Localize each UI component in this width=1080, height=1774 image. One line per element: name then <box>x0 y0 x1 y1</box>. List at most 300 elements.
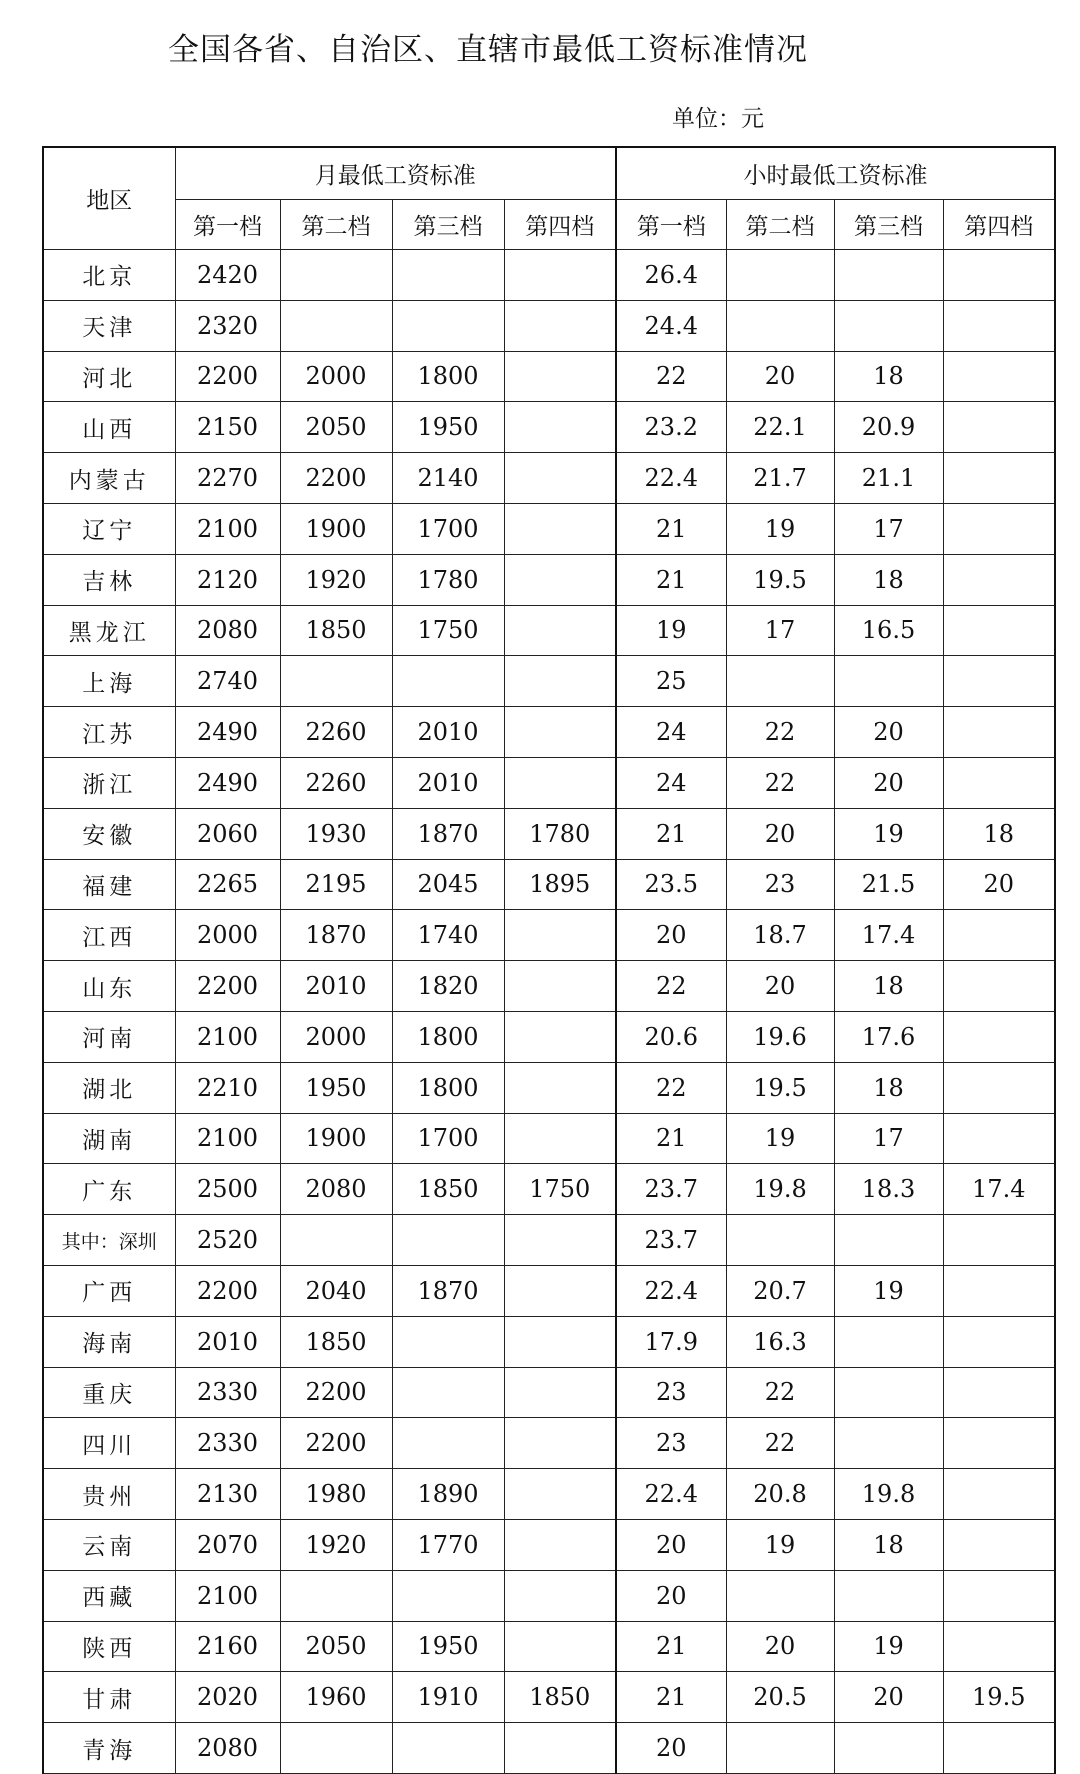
monthly-tier-2-cell: 2260 <box>280 757 392 808</box>
hourly-tier-1-cell: 24 <box>616 757 726 808</box>
monthly-tier-3-cell: 1800 <box>392 1062 504 1113</box>
region-cell: 青海 <box>43 1723 175 1774</box>
table-row <box>43 1164 1055 1215</box>
monthly-tier-3-cell: 1950 <box>392 1621 504 1672</box>
monthly-tier-4-cell <box>504 250 616 301</box>
hourly-tier-4-cell <box>943 1418 1055 1469</box>
monthly-tier-2-cell: 1960 <box>280 1672 392 1723</box>
monthly-tier-3-cell <box>392 300 504 351</box>
region-cell: 海南 <box>43 1316 175 1367</box>
table-row <box>43 402 1055 453</box>
hourly-tier-4-cell <box>943 503 1055 554</box>
monthly-tier-1-cell: 2320 <box>175 300 280 351</box>
hourly-tier-1-cell: 23.7 <box>616 1215 726 1266</box>
header-monthly-tier-1: 第一档 <box>175 200 280 250</box>
monthly-tier-4-cell: 1850 <box>504 1672 616 1723</box>
region-cell: 黑龙江 <box>43 605 175 656</box>
table-row <box>43 1519 1055 1570</box>
monthly-tier-3-cell: 1870 <box>392 1265 504 1316</box>
hourly-tier-3-cell: 19 <box>834 1621 943 1672</box>
hourly-tier-4-cell <box>943 1621 1055 1672</box>
monthly-tier-4-cell: 1780 <box>504 808 616 859</box>
hourly-tier-3-cell: 17 <box>834 503 943 554</box>
monthly-tier-4-cell <box>504 554 616 605</box>
hourly-tier-1-cell: 20 <box>616 1723 726 1774</box>
hourly-tier-4-cell: 20 <box>943 859 1055 910</box>
hourly-tier-4-cell <box>943 961 1055 1012</box>
region-cell: 其中：深圳 <box>43 1215 175 1266</box>
monthly-tier-2-cell: 1900 <box>280 503 392 554</box>
hourly-tier-1-cell: 24.4 <box>616 300 726 351</box>
monthly-tier-2-cell: 1920 <box>280 1519 392 1570</box>
monthly-tier-1-cell: 2265 <box>175 859 280 910</box>
monthly-tier-2-cell: 2200 <box>280 1367 392 1418</box>
hourly-tier-1-cell: 23 <box>616 1418 726 1469</box>
hourly-tier-1-cell: 22.4 <box>616 1469 726 1520</box>
monthly-tier-1-cell: 2150 <box>175 402 280 453</box>
hourly-tier-2-cell: 19.8 <box>726 1164 834 1215</box>
monthly-tier-1-cell: 2100 <box>175 1011 280 1062</box>
hourly-tier-1-cell: 20 <box>616 1570 726 1621</box>
hourly-tier-4-cell <box>943 707 1055 758</box>
hourly-tier-3-cell <box>834 1723 943 1774</box>
hourly-tier-2-cell <box>726 656 834 707</box>
monthly-tier-3-cell: 1700 <box>392 503 504 554</box>
hourly-tier-3-cell <box>834 1367 943 1418</box>
header-hourly-tier-1: 第一档 <box>616 200 726 250</box>
hourly-tier-4-cell <box>943 656 1055 707</box>
hourly-tier-4-cell <box>943 554 1055 605</box>
monthly-tier-4-cell <box>504 656 616 707</box>
hourly-tier-3-cell: 21.5 <box>834 859 943 910</box>
monthly-tier-3-cell: 2010 <box>392 757 504 808</box>
monthly-tier-1-cell: 2160 <box>175 1621 280 1672</box>
table-row <box>43 1723 1055 1774</box>
monthly-tier-2-cell: 1950 <box>280 1062 392 1113</box>
hourly-tier-2-cell: 20.8 <box>726 1469 834 1520</box>
hourly-tier-2-cell <box>726 1570 834 1621</box>
monthly-tier-4-cell <box>504 300 616 351</box>
monthly-tier-3-cell: 1850 <box>392 1164 504 1215</box>
table-row <box>43 1367 1055 1418</box>
hourly-tier-4-cell <box>943 605 1055 656</box>
monthly-tier-3-cell: 1800 <box>392 1011 504 1062</box>
hourly-tier-1-cell: 22 <box>616 961 726 1012</box>
region-cell: 湖南 <box>43 1113 175 1164</box>
hourly-tier-4-cell <box>943 1723 1055 1774</box>
table-row <box>43 453 1055 504</box>
monthly-tier-3-cell: 2045 <box>392 859 504 910</box>
hourly-tier-4-cell <box>943 1113 1055 1164</box>
hourly-tier-3-cell <box>834 1215 943 1266</box>
hourly-tier-1-cell: 23.7 <box>616 1164 726 1215</box>
monthly-tier-4-cell <box>504 503 616 554</box>
header-monthly: 月最低工资标准 <box>175 147 616 200</box>
hourly-tier-4-cell <box>943 1367 1055 1418</box>
monthly-tier-2-cell <box>280 656 392 707</box>
monthly-tier-1-cell: 2200 <box>175 961 280 1012</box>
region-cell: 江西 <box>43 910 175 961</box>
table-row <box>43 1469 1055 1520</box>
hourly-tier-3-cell: 18.3 <box>834 1164 943 1215</box>
unit-label: 单位：元 <box>672 106 764 132</box>
monthly-tier-3-cell <box>392 1215 504 1266</box>
hourly-tier-4-cell <box>943 453 1055 504</box>
hourly-tier-2-cell: 20 <box>726 961 834 1012</box>
table-row <box>43 503 1055 554</box>
header-monthly-tier-4: 第四档 <box>504 200 616 250</box>
monthly-tier-2-cell: 2260 <box>280 707 392 758</box>
hourly-tier-2-cell: 16.3 <box>726 1316 834 1367</box>
hourly-tier-2-cell: 19 <box>726 503 834 554</box>
monthly-tier-1-cell: 2120 <box>175 554 280 605</box>
hourly-tier-2-cell <box>726 1723 834 1774</box>
monthly-tier-1-cell: 2210 <box>175 1062 280 1113</box>
monthly-tier-4-cell <box>504 910 616 961</box>
hourly-tier-4-cell <box>943 1265 1055 1316</box>
monthly-tier-2-cell <box>280 1723 392 1774</box>
hourly-tier-4-cell <box>943 1316 1055 1367</box>
monthly-tier-4-cell <box>504 1469 616 1520</box>
region-cell: 西藏 <box>43 1570 175 1621</box>
region-cell: 河南 <box>43 1011 175 1062</box>
region-cell: 内蒙古 <box>43 453 175 504</box>
hourly-tier-1-cell: 23.2 <box>616 402 726 453</box>
header-hourly-tier-3: 第三档 <box>834 200 943 250</box>
hourly-tier-3-cell: 18 <box>834 961 943 1012</box>
hourly-tier-3-cell: 18 <box>834 554 943 605</box>
hourly-tier-3-cell: 17 <box>834 1113 943 1164</box>
monthly-tier-2-cell: 1920 <box>280 554 392 605</box>
hourly-tier-4-cell <box>943 402 1055 453</box>
monthly-tier-2-cell <box>280 300 392 351</box>
monthly-tier-2-cell: 1850 <box>280 605 392 656</box>
hourly-tier-4-cell: 19.5 <box>943 1672 1055 1723</box>
table-row <box>43 1215 1055 1266</box>
hourly-tier-1-cell: 24 <box>616 707 726 758</box>
monthly-tier-3-cell: 1700 <box>392 1113 504 1164</box>
hourly-tier-2-cell: 20.7 <box>726 1265 834 1316</box>
monthly-tier-2-cell: 2200 <box>280 1418 392 1469</box>
hourly-tier-2-cell: 19 <box>726 1113 834 1164</box>
monthly-tier-1-cell: 2100 <box>175 1570 280 1621</box>
region-cell: 四川 <box>43 1418 175 1469</box>
hourly-tier-3-cell: 19.8 <box>834 1469 943 1520</box>
monthly-tier-3-cell: 1950 <box>392 402 504 453</box>
hourly-tier-1-cell: 21 <box>616 1113 726 1164</box>
region-cell: 山西 <box>43 402 175 453</box>
monthly-tier-3-cell: 1910 <box>392 1672 504 1723</box>
monthly-tier-1-cell: 2740 <box>175 656 280 707</box>
monthly-tier-2-cell: 2200 <box>280 453 392 504</box>
monthly-tier-4-cell <box>504 1367 616 1418</box>
table-row <box>43 910 1055 961</box>
hourly-tier-4-cell <box>943 1570 1055 1621</box>
monthly-tier-2-cell: 2010 <box>280 961 392 1012</box>
monthly-tier-4-cell: 1750 <box>504 1164 616 1215</box>
monthly-tier-2-cell <box>280 1570 392 1621</box>
monthly-tier-3-cell: 1740 <box>392 910 504 961</box>
monthly-tier-1-cell: 2080 <box>175 605 280 656</box>
hourly-tier-2-cell: 22 <box>726 707 834 758</box>
monthly-tier-3-cell: 2140 <box>392 453 504 504</box>
hourly-tier-2-cell <box>726 300 834 351</box>
monthly-tier-2-cell <box>280 1215 392 1266</box>
monthly-tier-4-cell <box>504 1418 616 1469</box>
table-row <box>43 1621 1055 1672</box>
table-row <box>43 351 1055 402</box>
monthly-tier-4-cell <box>504 707 616 758</box>
header-monthly-tier-3: 第三档 <box>392 200 504 250</box>
monthly-tier-4-cell: 1895 <box>504 859 616 910</box>
hourly-tier-4-cell <box>943 1469 1055 1520</box>
hourly-tier-3-cell: 19 <box>834 808 943 859</box>
monthly-tier-2-cell: 2080 <box>280 1164 392 1215</box>
hourly-tier-1-cell: 17.9 <box>616 1316 726 1367</box>
monthly-tier-4-cell <box>504 757 616 808</box>
hourly-tier-1-cell: 21 <box>616 1672 726 1723</box>
table-row <box>43 1316 1055 1367</box>
monthly-tier-1-cell: 2000 <box>175 910 280 961</box>
monthly-tier-2-cell: 2050 <box>280 1621 392 1672</box>
monthly-tier-1-cell: 2070 <box>175 1519 280 1570</box>
monthly-tier-1-cell: 2200 <box>175 1265 280 1316</box>
monthly-tier-1-cell: 2520 <box>175 1215 280 1266</box>
hourly-tier-2-cell: 18.7 <box>726 910 834 961</box>
monthly-tier-4-cell <box>504 1215 616 1266</box>
hourly-tier-2-cell: 20.5 <box>726 1672 834 1723</box>
hourly-tier-3-cell: 21.1 <box>834 453 943 504</box>
monthly-tier-3-cell: 2010 <box>392 707 504 758</box>
monthly-tier-4-cell <box>504 1113 616 1164</box>
hourly-tier-2-cell: 23 <box>726 859 834 910</box>
monthly-tier-3-cell: 1820 <box>392 961 504 1012</box>
hourly-tier-3-cell: 17.6 <box>834 1011 943 1062</box>
min-wage-table <box>42 146 1056 1774</box>
hourly-tier-3-cell: 20 <box>834 707 943 758</box>
hourly-tier-3-cell: 17.4 <box>834 910 943 961</box>
hourly-tier-1-cell: 22 <box>616 351 726 402</box>
table-row <box>43 605 1055 656</box>
monthly-tier-4-cell <box>504 1519 616 1570</box>
monthly-tier-1-cell: 2490 <box>175 707 280 758</box>
table-row <box>43 1265 1055 1316</box>
monthly-tier-1-cell: 2490 <box>175 757 280 808</box>
hourly-tier-2-cell: 19 <box>726 1519 834 1570</box>
hourly-tier-2-cell <box>726 250 834 301</box>
header-hourly-tier-2: 第二档 <box>726 200 834 250</box>
monthly-tier-3-cell <box>392 1723 504 1774</box>
table-row <box>43 1418 1055 1469</box>
hourly-tier-4-cell <box>943 1062 1055 1113</box>
hourly-tier-2-cell: 20 <box>726 808 834 859</box>
hourly-tier-1-cell: 20.6 <box>616 1011 726 1062</box>
hourly-tier-3-cell: 18 <box>834 1062 943 1113</box>
monthly-tier-1-cell: 2330 <box>175 1418 280 1469</box>
hourly-tier-4-cell <box>943 300 1055 351</box>
monthly-tier-3-cell: 1800 <box>392 351 504 402</box>
table-row <box>43 1113 1055 1164</box>
monthly-tier-3-cell <box>392 1418 504 1469</box>
hourly-tier-2-cell <box>726 1215 834 1266</box>
hourly-tier-1-cell: 19 <box>616 605 726 656</box>
monthly-tier-1-cell: 2330 <box>175 1367 280 1418</box>
monthly-tier-2-cell: 1930 <box>280 808 392 859</box>
hourly-tier-2-cell: 20 <box>726 1621 834 1672</box>
hourly-tier-3-cell: 20 <box>834 757 943 808</box>
hourly-tier-2-cell: 22.1 <box>726 402 834 453</box>
region-cell: 湖北 <box>43 1062 175 1113</box>
hourly-tier-4-cell <box>943 351 1055 402</box>
table-row <box>43 859 1055 910</box>
table-row <box>43 250 1055 301</box>
region-cell: 重庆 <box>43 1367 175 1418</box>
hourly-tier-4-cell <box>943 1215 1055 1266</box>
monthly-tier-3-cell: 1770 <box>392 1519 504 1570</box>
monthly-tier-4-cell <box>504 1316 616 1367</box>
monthly-tier-3-cell <box>392 1367 504 1418</box>
table-row <box>43 300 1055 351</box>
hourly-tier-3-cell <box>834 1418 943 1469</box>
monthly-tier-1-cell: 2020 <box>175 1672 280 1723</box>
hourly-tier-1-cell: 23 <box>616 1367 726 1418</box>
hourly-tier-3-cell: 18 <box>834 1519 943 1570</box>
hourly-tier-4-cell: 18 <box>943 808 1055 859</box>
region-cell: 贵州 <box>43 1469 175 1520</box>
monthly-tier-3-cell <box>392 1316 504 1367</box>
hourly-tier-3-cell <box>834 250 943 301</box>
hourly-tier-4-cell: 17.4 <box>943 1164 1055 1215</box>
hourly-tier-1-cell: 21 <box>616 503 726 554</box>
monthly-tier-2-cell: 1870 <box>280 910 392 961</box>
monthly-tier-4-cell <box>504 1570 616 1621</box>
table-row <box>43 808 1055 859</box>
monthly-tier-3-cell: 1750 <box>392 605 504 656</box>
header-hourly-tier-4: 第四档 <box>943 200 1055 250</box>
region-cell: 安徽 <box>43 808 175 859</box>
table-row <box>43 554 1055 605</box>
hourly-tier-3-cell: 20 <box>834 1672 943 1723</box>
monthly-tier-4-cell <box>504 351 616 402</box>
region-cell: 福建 <box>43 859 175 910</box>
monthly-tier-4-cell <box>504 605 616 656</box>
monthly-tier-1-cell: 2500 <box>175 1164 280 1215</box>
hourly-tier-3-cell <box>834 300 943 351</box>
monthly-tier-4-cell <box>504 1011 616 1062</box>
monthly-tier-1-cell: 2010 <box>175 1316 280 1367</box>
table-row <box>43 1062 1055 1113</box>
monthly-tier-2-cell: 2000 <box>280 351 392 402</box>
region-cell: 河北 <box>43 351 175 402</box>
hourly-tier-1-cell: 21 <box>616 808 726 859</box>
table-body <box>43 250 1055 1774</box>
region-cell: 山东 <box>43 961 175 1012</box>
monthly-tier-2-cell: 2000 <box>280 1011 392 1062</box>
region-cell: 云南 <box>43 1519 175 1570</box>
hourly-tier-4-cell <box>943 757 1055 808</box>
hourly-tier-1-cell: 20 <box>616 1519 726 1570</box>
hourly-tier-2-cell: 20 <box>726 351 834 402</box>
region-cell: 广西 <box>43 1265 175 1316</box>
hourly-tier-2-cell: 22 <box>726 1367 834 1418</box>
table-row <box>43 1672 1055 1723</box>
hourly-tier-3-cell <box>834 1570 943 1621</box>
monthly-tier-3-cell <box>392 656 504 707</box>
monthly-tier-4-cell <box>504 961 616 1012</box>
region-cell: 天津 <box>43 300 175 351</box>
monthly-tier-4-cell <box>504 1723 616 1774</box>
monthly-tier-3-cell: 1780 <box>392 554 504 605</box>
region-cell: 上海 <box>43 656 175 707</box>
hourly-tier-2-cell: 22 <box>726 1418 834 1469</box>
monthly-tier-1-cell: 2420 <box>175 250 280 301</box>
monthly-tier-4-cell <box>504 453 616 504</box>
header-monthly-tier-2: 第二档 <box>280 200 392 250</box>
hourly-tier-1-cell: 25 <box>616 656 726 707</box>
monthly-tier-2-cell <box>280 250 392 301</box>
table-row <box>43 757 1055 808</box>
hourly-tier-3-cell: 20.9 <box>834 402 943 453</box>
monthly-tier-3-cell: 1870 <box>392 808 504 859</box>
hourly-tier-2-cell: 22 <box>726 757 834 808</box>
hourly-tier-3-cell: 18 <box>834 351 943 402</box>
hourly-tier-2-cell: 19.6 <box>726 1011 834 1062</box>
region-cell: 江苏 <box>43 707 175 758</box>
header-hourly: 小时最低工资标准 <box>616 147 1055 200</box>
monthly-tier-1-cell: 2130 <box>175 1469 280 1520</box>
table-row <box>43 707 1055 758</box>
monthly-tier-1-cell: 2200 <box>175 351 280 402</box>
monthly-tier-1-cell: 2270 <box>175 453 280 504</box>
monthly-tier-2-cell: 2050 <box>280 402 392 453</box>
page-title: 全国各省、自治区、直辖市最低工资标准情况 <box>168 32 808 68</box>
table-row <box>43 1011 1055 1062</box>
hourly-tier-2-cell: 21.7 <box>726 453 834 504</box>
hourly-tier-1-cell: 20 <box>616 910 726 961</box>
hourly-tier-3-cell: 16.5 <box>834 605 943 656</box>
hourly-tier-2-cell: 17 <box>726 605 834 656</box>
region-cell: 吉林 <box>43 554 175 605</box>
table-row <box>43 961 1055 1012</box>
monthly-tier-1-cell: 2100 <box>175 1113 280 1164</box>
table-row <box>43 1570 1055 1621</box>
hourly-tier-1-cell: 22.4 <box>616 453 726 504</box>
hourly-tier-1-cell: 22 <box>616 1062 726 1113</box>
hourly-tier-3-cell: 19 <box>834 1265 943 1316</box>
region-cell: 辽宁 <box>43 503 175 554</box>
region-cell: 广东 <box>43 1164 175 1215</box>
region-cell: 浙江 <box>43 757 175 808</box>
monthly-tier-3-cell: 1890 <box>392 1469 504 1520</box>
hourly-tier-4-cell <box>943 1011 1055 1062</box>
hourly-tier-3-cell <box>834 656 943 707</box>
monthly-tier-1-cell: 2100 <box>175 503 280 554</box>
hourly-tier-1-cell: 21 <box>616 554 726 605</box>
monthly-tier-1-cell: 2060 <box>175 808 280 859</box>
table-row <box>43 656 1055 707</box>
monthly-tier-3-cell <box>392 1570 504 1621</box>
monthly-tier-3-cell <box>392 250 504 301</box>
monthly-tier-2-cell: 1850 <box>280 1316 392 1367</box>
region-cell: 甘肃 <box>43 1672 175 1723</box>
hourly-tier-1-cell: 21 <box>616 1621 726 1672</box>
monthly-tier-4-cell <box>504 1621 616 1672</box>
monthly-tier-2-cell: 2195 <box>280 859 392 910</box>
monthly-tier-2-cell: 2040 <box>280 1265 392 1316</box>
hourly-tier-4-cell <box>943 910 1055 961</box>
monthly-tier-4-cell <box>504 402 616 453</box>
hourly-tier-3-cell <box>834 1316 943 1367</box>
